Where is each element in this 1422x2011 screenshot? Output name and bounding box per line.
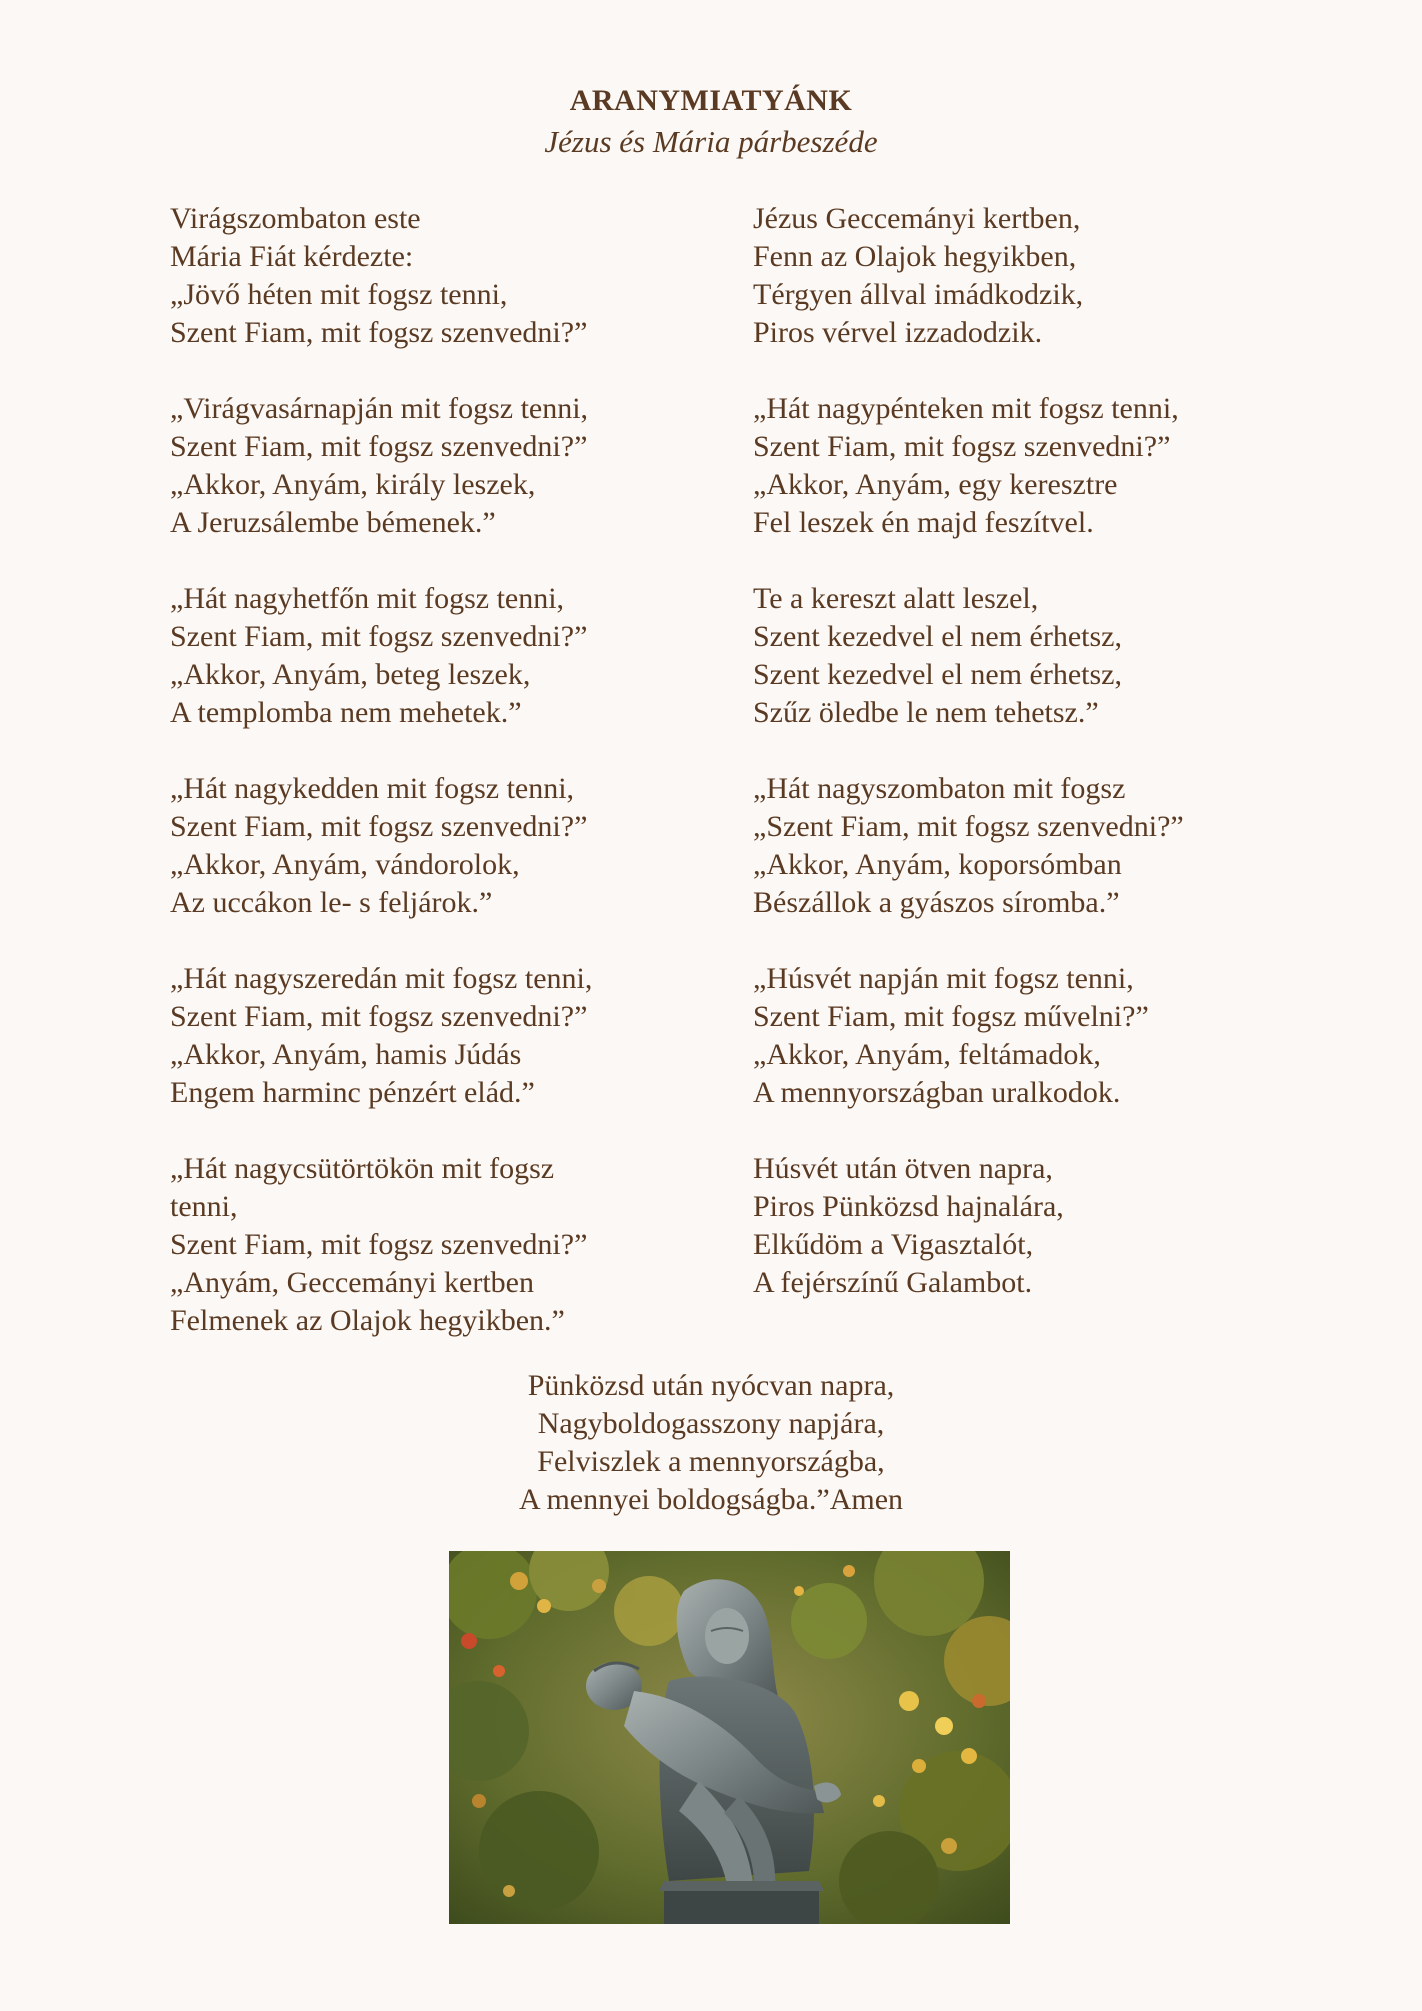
poem-line: „Hát nagyszombaton mit fogsz: [753, 772, 1126, 805]
poem-line: „Szent Fiam, mit fogsz szenvedni?”: [753, 810, 1184, 843]
poem-line: Felmenek az Olajok hegyikben.”: [170, 1304, 565, 1337]
stanza: [170, 390, 640, 542]
closing-line: A mennyei boldogságba.”Amen: [518, 1483, 904, 1516]
poem-line: „Hát nagyszeredán mit fogsz tenni,: [170, 962, 593, 995]
poem-line: Piros vérvel izzadodzik.: [753, 316, 1043, 349]
stanza: [753, 1150, 1313, 1302]
poem-line: Fel leszek én majd feszítvel.: [753, 506, 1094, 539]
stanza: [753, 200, 1313, 352]
poem-line: Virágszombaton este: [170, 202, 421, 235]
closing-line: Felviszlek a mennyországba,: [537, 1445, 885, 1478]
stanza: [753, 770, 1313, 922]
poem-line: Az uccákon le- s feljárok.”: [170, 886, 493, 919]
left-column: [170, 200, 640, 1378]
poem-line: Szent Fiam, mit fogsz szenvedni?”: [170, 1000, 588, 1033]
poem-line: tenni,: [170, 1190, 238, 1223]
poem-line: „Akkor, Anyám, koporsómban: [753, 848, 1122, 881]
stanza: [170, 960, 640, 1112]
stanza: [170, 580, 640, 732]
stanza: [753, 390, 1313, 542]
poem-line: A Jeruzsálembe bémenek.”: [170, 506, 496, 539]
stanza: [170, 1150, 640, 1340]
stanza: [753, 580, 1313, 732]
poem-line: Szent Fiam, mit fogsz szenvedni?”: [170, 430, 588, 463]
poem-line: Húsvét után ötven napra,: [753, 1152, 1053, 1185]
poem-line: Mária Fiát kérdezte:: [170, 240, 414, 273]
poem-line: „Hát nagycsütörtökön mit fogsz: [170, 1152, 555, 1185]
poem-line: Elkűdöm a Vigasztalót,: [753, 1228, 1034, 1261]
poem-line: Szent Fiam, mit fogsz szenvedni?”: [170, 620, 588, 653]
poem-line: „Anyám, Geccemányi kertben: [170, 1266, 534, 1299]
poem-line: „Akkor, Anyám, hamis Júdás: [170, 1038, 522, 1071]
closing-line: Nagyboldogasszony napjára,: [537, 1407, 885, 1440]
poem-line: A fejérszínű Galambot.: [753, 1266, 1033, 1299]
stanza: [170, 200, 640, 352]
poem-line: „Jövő héten mit fogsz tenni,: [170, 278, 508, 311]
poem-line: Piros Pünközsd hajnalára,: [753, 1190, 1064, 1223]
poem-line: Szent Fiam, mit fogsz szenvedni?”: [170, 1228, 588, 1261]
poem-line: „Akkor, Anyám, vándorolok,: [170, 848, 520, 881]
poem-line: Engem harminc pénzért elád.”: [170, 1076, 535, 1109]
poem-line: Térgyen állval imádkodzik,: [753, 278, 1084, 311]
closing-stanza: [0, 1367, 1422, 1519]
poem-line: „Húsvét napján mit fogsz tenni,: [753, 962, 1134, 995]
poem-subtitle: Jézus és Mária párbeszéde: [544, 124, 878, 159]
poem-line: Te a kereszt alatt leszel,: [753, 582, 1039, 615]
poem-line: Szent Fiam, mit fogsz szenvedni?”: [753, 430, 1171, 463]
poem-line: „Akkor, Anyám, feltámadok,: [753, 1038, 1101, 1071]
poem-line: Szent Fiam, mit fogsz szenvedni?”: [170, 810, 588, 843]
poem-line: „Virágvasárnapján mit fogsz tenni,: [170, 392, 589, 425]
poem-line: Szűz öledbe le nem tehetsz.”: [753, 696, 1099, 729]
poem-line: „Hát nagypénteken mit fogsz tenni,: [753, 392, 1179, 425]
right-column: [753, 200, 1313, 1340]
poem-line: Bészállok a gyászos síromba.”: [753, 886, 1120, 919]
poem-line: Szent Fiam, mit fogsz művelni?”: [753, 1000, 1149, 1033]
pieta-statue-photo: [449, 1551, 1010, 1924]
poem-line: „Hát nagyhetfőn mit fogsz tenni,: [170, 582, 565, 615]
stanza: [170, 770, 640, 922]
poem-title: ARANYMIATYÁNK: [569, 84, 853, 117]
poem-line: Szent Fiam, mit fogsz szenvedni?”: [170, 316, 588, 349]
poem-line: A templomba nem mehetek.”: [170, 696, 522, 729]
poem-line: „Akkor, Anyám, király leszek,: [170, 468, 536, 501]
poem-line: Fenn az Olajok hegyikben,: [753, 240, 1077, 273]
poem-line: Szent kezedvel el nem érhetsz,: [753, 658, 1122, 691]
poem-line: „Akkor, Anyám, beteg leszek,: [170, 658, 531, 691]
poem-line: Szent kezedvel el nem érhetsz,: [753, 620, 1122, 653]
stanza: [753, 960, 1313, 1112]
poem-line: „Akkor, Anyám, egy keresztre: [753, 468, 1118, 501]
poem-line: A mennyországban uralkodok.: [753, 1076, 1121, 1109]
closing-line: Pünközsd után nyócvan napra,: [527, 1369, 895, 1402]
poem-line: „Hát nagykedden mit fogsz tenni,: [170, 772, 575, 805]
poem-line: Jézus Geccemányi kertben,: [753, 202, 1081, 235]
